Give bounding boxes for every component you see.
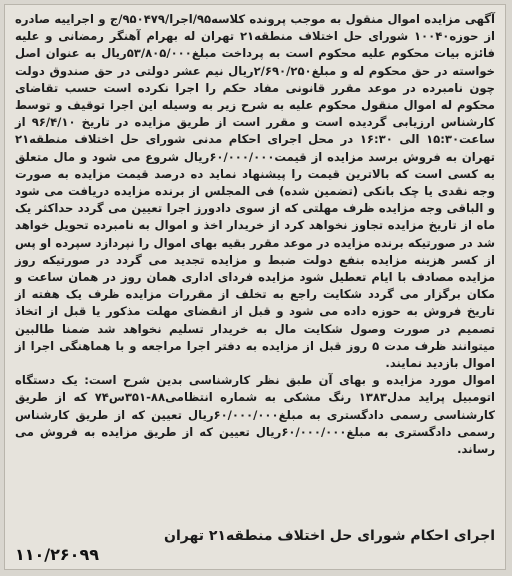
issuer-signature: اجرای احکام شورای حل اختلاف منطقه۲۱ تهران	[164, 528, 495, 544]
reference-number: ۱۱۰/۲۶۰۹۹	[15, 545, 99, 564]
auction-notice	[4, 4, 506, 570]
notice-footer	[15, 527, 495, 565]
notice-items-paragraph: اموال مورد مزایده و بهای آن طبق نظر کارشناسی بدین شرح است: یک دستگاه اتومبیل پراید مدل۱۳۸۳ رنگ مشکی به شماره انتظامی۸۸-۳۵۱س۷۴ که از طریق کارشناسی رسمی دادگستری به مبلغ۶۰/۰۰۰/۰۰۰ریال تعیین که از طریق کارشناس رسمی دادگستری به مبلغ۶۰/۰۰۰/۰۰۰ریال تعیین که از طریق مزایده به فروش می رساند.	[15, 373, 496, 457]
notice-main-paragraph: آگهی مزایده اموال منقول به موجب پرونده کلاسه۹۵/اجرا/۹۵۰۴۷۹/ج و اجراییه صادره از حوزه۱۰۰۴۰ شورای حل اختلاف منطقه۲۱ تهران له بهرام آهنگر رمضانی و علیه فائزه بیات محکوم علیه محکوم است به پرداخت مبلغ۵۳/۸۰۵/۰۰۰ریال به عنوان اصل خواسته در حق محکوم له و مبلغ۲/۶۹۰/۲۵۰ریال نیم عشر دولتی در حق صندوق دولت چون نامبرده در موعد مقرر قانونی مفاد حکم را اجرا نکرده است حسب تقاضای محکوم له اموال منقول محکوم علیه به شرح زیر به وسیله این اجرا توقیف و توسط کارشناس ارزیابی گردیده است و مقرر است از طریق مزایده در تاریخ ۹۶/۴/۱۰ از ساعت۱۵:۳۰ الی ۱۶:۳۰ در محل اجرای احکام مدنی شورای حل اختلاف منطقه۲۱ تهران به فروش برسد مزایده از قیمت۶۰/۰۰۰/۰۰۰ریال شروع می شود و مال متعلق به کسی است که بالاترین قیمت را پیشنهاد نماید ده درصد قیمت مزایده به صورت وجه نقدی یا چک بانکی (تضمین شده) فی المجلس از برنده مزایده دریافت می شود و الباقی وجه مزایده ظرف مهلتی که از سوی دادورز اجرا تعیین می گردد حداکثر یک ماه از تاریخ مزایده تجاوز نخواهد کرد از خریدار اخذ و اموال به نامبرده تحویل خواهد شد در صورتیکه برنده مزایده در موعد مقرر بقیه بهای اموال را نپردازد سپرده او پس از کسر هزینه مزایده بنفع دولت ضبط و مزایده تجدید می گردد در صورتیکه روز مزایده مصادف با ایام تعطیل شود مزایده فردای اداری همان روز در همان ساعت و مکان برگزار می گردد شکایت راجع به تخلف از مقررات مزایده ظرف یک هفته از تاریخ فروش به حوزه داده می شود و قبل از انقضای مهلت مذکور یا قبل از اتخاذ تصمیم در صورت وصول شکایت مال به خریدار تسلیم نخواهد شد ضمنا طالبین میتوانند ظرف مدت ۵ روز قبل از مزایده به دفتر اجرا مراجعه و با هماهنگی اجرا از اموال بازدید نمایند.	[15, 12, 495, 371]
